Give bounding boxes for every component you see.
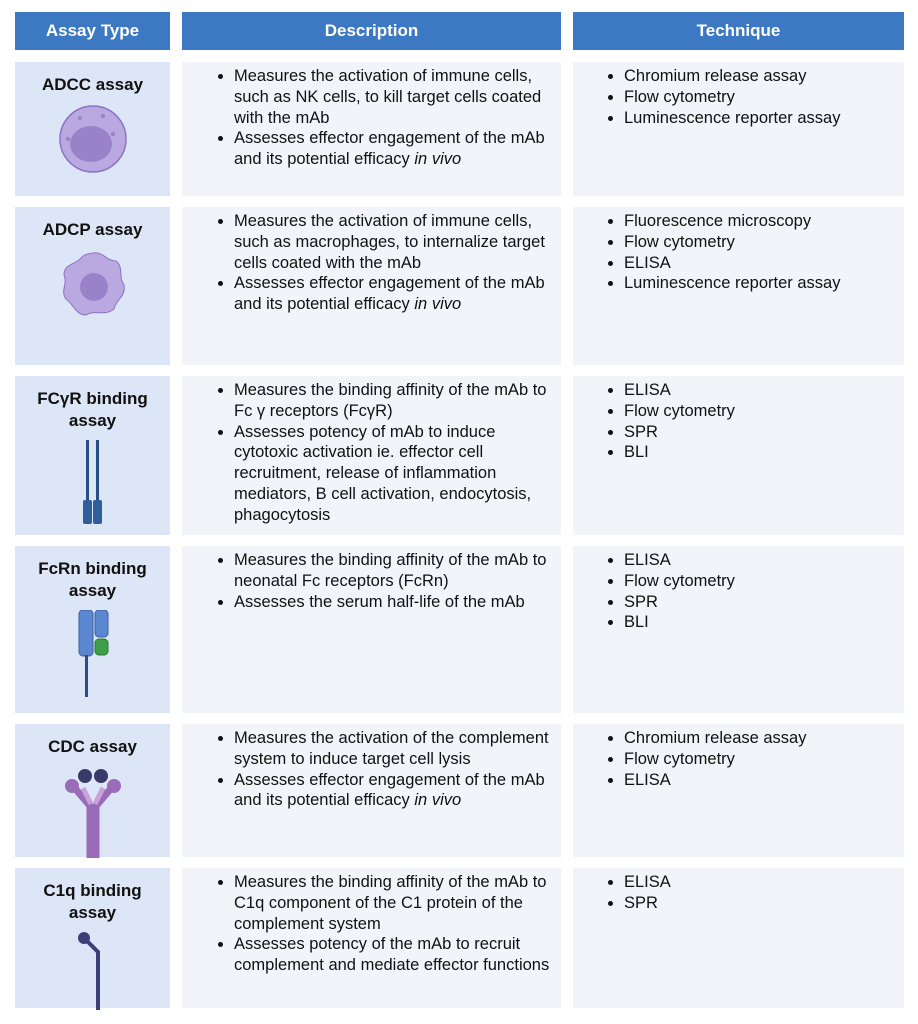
technique-item: • Flow cytometry (624, 571, 904, 592)
description-text: Assesses effector engagement of the mAb and its potential efficacy (234, 770, 545, 810)
description-text: Measures the binding affinity of the mAb to Fc γ receptors (FcγR) (234, 381, 547, 420)
technique-cell (573, 376, 904, 535)
description-item (234, 66, 561, 128)
technique-item: • Flow cytometry (624, 87, 904, 108)
assay-title: CDC assay (48, 737, 137, 756)
technique-item: • Flow cytometry (624, 401, 904, 422)
assay-type-cell (15, 62, 170, 196)
description-item (234, 770, 561, 812)
assay-title: ADCP assay (42, 220, 143, 239)
technique-cell (573, 207, 904, 365)
description-italic: in vivo (414, 150, 462, 169)
description-cell (182, 724, 561, 857)
technique-item: • BLI (624, 442, 904, 463)
technique-cell (573, 724, 904, 857)
description-item (234, 128, 561, 170)
description-text: Measures the activation of immune cells, such as macrophages, to internalize target cells coated with the mAb (234, 212, 545, 272)
header-description: Description (182, 12, 561, 50)
technique-item: • ELISA (624, 872, 904, 893)
description-item (234, 422, 561, 526)
description-text: Measures the binding affinity of the mAb to C1q component of the C1 protein of the complement system (234, 873, 547, 933)
description-item (234, 728, 561, 770)
description-cell (182, 207, 561, 365)
assay-type-cell (15, 207, 170, 365)
description-text: Assesses effector engagement of the mAb and its potential efficacy (234, 129, 545, 169)
description-text: Assesses potency of mAb to induce cytotoxic activation ie. effector cell recruitment, release of inflammation mediators, B cell activation, endocytosis, phagocytosis (234, 422, 532, 524)
description-item (234, 934, 561, 976)
assay-title: ADCC assay (41, 75, 144, 94)
technique-item: • Chromium release assay (624, 66, 904, 87)
technique-cell (573, 62, 904, 196)
description-text: Assesses effector engagement of the mAb and its potential efficacy (234, 274, 545, 314)
c1q-icon (15, 932, 170, 1012)
assay-type-cell (15, 724, 170, 857)
technique-cell (573, 868, 904, 1008)
technique-item: • ELISA (624, 550, 904, 571)
fcgr-receptor-icon (15, 440, 170, 530)
description-text: Assesses the serum half-life of the mAb (234, 592, 525, 611)
description-cell (182, 546, 561, 713)
technique-item: • Chromium release assay (624, 728, 904, 749)
technique-item: • SPR (624, 422, 904, 443)
complement-antibody-icon (15, 766, 170, 861)
nk-cell-icon (15, 104, 170, 174)
description-italic: in vivo (414, 791, 462, 810)
description-item (234, 872, 561, 934)
macrophage-icon (15, 249, 170, 319)
assay-type-cell (15, 868, 170, 1008)
assay-type-cell (15, 546, 170, 713)
assay-type-cell (15, 376, 170, 535)
description-item (234, 550, 561, 592)
technique-item: • Fluorescence microscopy (624, 211, 904, 232)
description-text: Measures the activation of immune cells, such as NK cells, to kill target cells coated with the mAb (234, 67, 542, 127)
technique-item: • SPR (624, 592, 904, 613)
technique-item: • ELISA (624, 770, 904, 791)
header-assay-type: Assay Type (15, 12, 170, 50)
fcrn-receptor-icon (15, 610, 170, 700)
description-text: Assesses potency of the mAb to recruit complement and mediate effector functions (234, 935, 550, 975)
technique-cell (573, 546, 904, 713)
description-italic: in vivo (414, 295, 462, 314)
technique-item: • Flow cytometry (624, 749, 904, 770)
assay-title: C1q binding assay (43, 881, 142, 922)
description-item (234, 380, 561, 422)
description-item (234, 273, 561, 315)
technique-item: • ELISA (624, 253, 904, 274)
technique-item: • ELISA (624, 380, 904, 401)
description-cell (182, 376, 561, 535)
assay-title: FCγR binding assay (37, 389, 148, 430)
description-cell (182, 62, 561, 196)
technique-item: • Flow cytometry (624, 232, 904, 253)
description-text: Measures the activation of the complement system to induce target cell lysis (234, 729, 549, 768)
technique-item: • Luminescence reporter assay (624, 108, 904, 129)
description-cell (182, 868, 561, 1008)
technique-item: • SPR (624, 893, 904, 914)
description-text: Measures the binding affinity of the mAb to neonatal Fc receptors (FcRn) (234, 551, 547, 590)
assay-title: FcRn binding assay (38, 559, 147, 600)
technique-item: • Luminescence reporter assay (624, 273, 904, 294)
description-item (234, 592, 561, 613)
header-technique: Technique (573, 12, 904, 50)
description-item (234, 211, 561, 273)
technique-item: • BLI (624, 612, 904, 633)
